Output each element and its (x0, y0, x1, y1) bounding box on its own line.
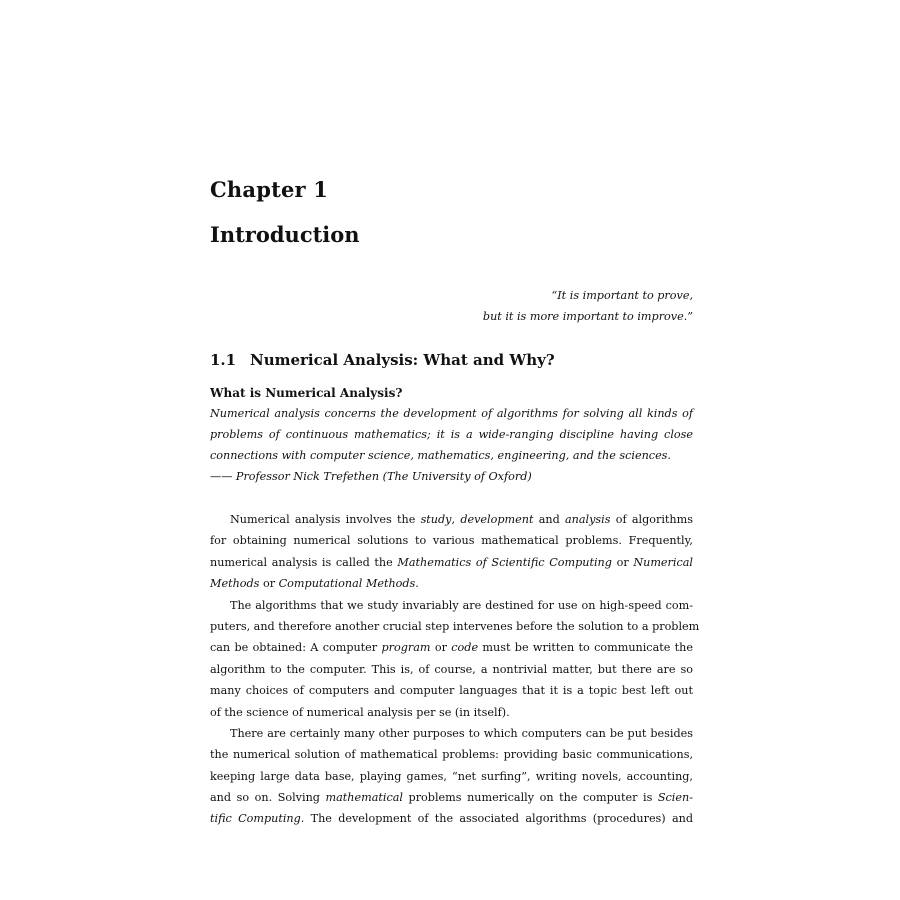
paragraph-line (210, 808, 693, 829)
paragraph-line (210, 744, 693, 765)
paragraph-line (210, 659, 693, 680)
paragraph-line (210, 680, 693, 701)
epigraph (210, 285, 693, 327)
emphasis-text: development (460, 513, 534, 526)
emphasis-text: mathematical (325, 791, 403, 805)
definition-quote (210, 383, 693, 487)
text-run: numerical analysis is called the (210, 555, 398, 569)
paragraph-line (210, 552, 693, 573)
text-run: can be obtained: A computer (210, 641, 382, 655)
quote-line: connections with computer science, mathematics, engineering, and the sciences. (210, 449, 671, 462)
quote-heading: What is Numerical Analysis? (210, 386, 403, 400)
text-run: many choices of computers and computer languages that it is a topic best left out (210, 684, 693, 698)
text-run: , (451, 513, 461, 526)
paragraph-line (210, 766, 693, 787)
section-number: 1.1 (210, 351, 237, 369)
paragraph-line (210, 616, 700, 637)
text-run: or (430, 641, 452, 655)
chapter-title: Introduction (210, 222, 360, 247)
emphasis-text: Numerical (633, 555, 693, 569)
epigraph-line: “It is important to prove, (551, 289, 693, 302)
chapter-number: Chapter 1 (210, 177, 329, 202)
text-run: and so on. Solving (210, 791, 326, 805)
paragraph-line (210, 595, 693, 616)
text-run: There are certainly many other purposes to which computers can be put besides (230, 726, 693, 740)
text-run: or (259, 577, 279, 591)
emphasis-text: Methods (210, 577, 260, 591)
paragraph-line (210, 637, 693, 658)
text-run: The algorithms that we study invariably are destined for use on high-speed com- (230, 598, 693, 612)
body-text (210, 509, 700, 830)
emphasis-text: program (381, 641, 431, 655)
text-run: algorithm to the computer. This is, of course, a nontrivial matter, but there are so (210, 662, 693, 676)
text-run: for obtaining numerical solutions to various mathematical problems. Frequently, (210, 534, 693, 548)
text-run: the numerical solution of mathematical problems: providing basic communications, (210, 748, 693, 762)
paragraph-line (210, 530, 693, 551)
text-run: Numerical analysis involves the (230, 513, 421, 526)
emphasis-text: code (451, 641, 479, 655)
section-heading (210, 351, 555, 369)
text-run: and (533, 513, 565, 526)
paragraph-line (210, 573, 693, 594)
emphasis-text: study (420, 513, 452, 526)
quote-line: problems of continuous mathematics; it is a wide-ranging discipline having close (210, 428, 693, 441)
text-run: of the science of numerical analysis per se (in itself). (210, 705, 510, 719)
emphasis-text: Scien- (657, 791, 693, 805)
text-run: problems numerically on the computer is (402, 791, 658, 805)
emphasis-text: Mathematics of Scientific Computing (397, 555, 612, 569)
text-run: keeping large data base, playing games, “net surfing”, writing novels, accounting, (210, 769, 693, 783)
paragraph-line (210, 723, 693, 744)
quote-line: Numerical analysis concerns the development of algorithms for solving all kinds of (210, 407, 693, 420)
paragraph-line (210, 702, 693, 723)
text-run: must be written to communicate the (478, 641, 694, 655)
text-run: . The development of the associated algorithms (procedures) and (300, 812, 693, 826)
text-run: puters, and therefore another crucial step intervenes before the solution to a problem (210, 619, 700, 633)
text-run: of algorithms (610, 513, 693, 526)
emphasis-text: tific Computing (210, 812, 301, 826)
text-run: . (415, 577, 419, 591)
section-title: Numerical Analysis: What and Why? (250, 351, 555, 369)
emphasis-text: Computational Methods (278, 577, 416, 591)
epigraph-line: but it is more important to improve.” (482, 310, 693, 323)
emphasis-text: analysis (564, 513, 611, 526)
quote-attribution: —— Professor Nick Trefethen (The University of Oxford) (210, 470, 532, 483)
paragraph-line (210, 787, 693, 808)
text-run: or (611, 555, 634, 569)
paragraph-line (210, 509, 693, 530)
